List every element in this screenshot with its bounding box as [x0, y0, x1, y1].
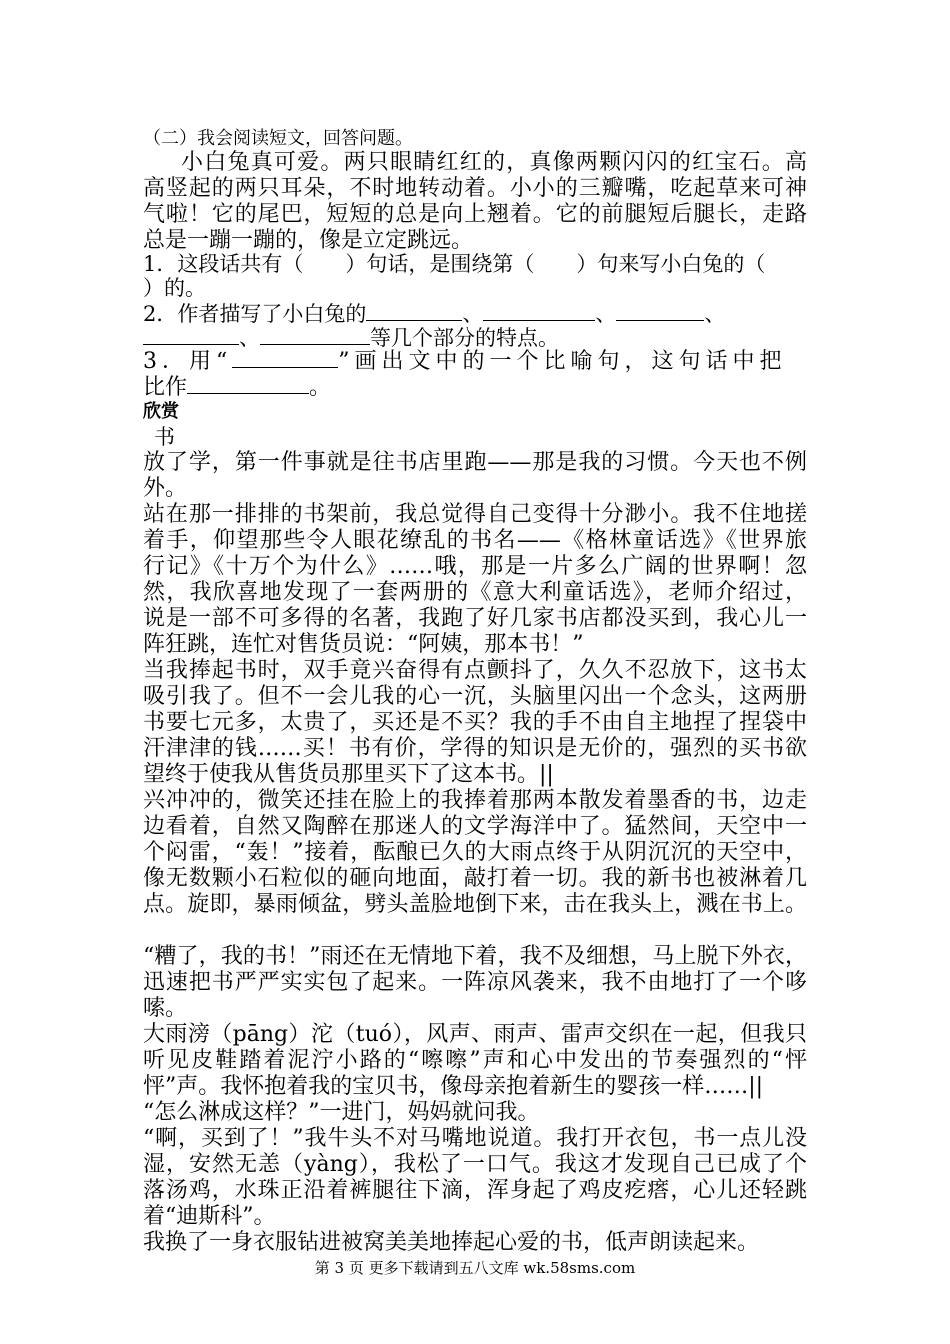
- story-line: 听见皮鞋踏着泥泞小路的“嚓嚓”声和心中发出的节奏强烈的“怦: [143, 1048, 807, 1073]
- story-line: 嗦。: [143, 996, 188, 1021]
- answer-blank[interactable]: [260, 326, 370, 345]
- story-line: 书要七元多，太贵了，买还是不买？我的手不由自主地捏了捏袋中: [143, 710, 807, 735]
- story-line: 大雨滂（pāng）沱（tuó），风声、雨声、雷声交织在一起，但我只: [143, 1022, 807, 1047]
- story-line: 湿，安然无恙（yàng），我松了一口气。我这才发现自己已成了个: [143, 1152, 807, 1177]
- question-3-line-2: [143, 375, 331, 401]
- question-2-line-1: [143, 301, 725, 327]
- question-2-suffix: 等几个部分的特点。: [370, 326, 559, 350]
- answer-blank[interactable]: [483, 302, 595, 321]
- passage-line: 小白兔真可爱。两只眼睛红红的，真像两颗闪闪的红宝石。高: [181, 150, 807, 175]
- story-line: “糟了，我的书！”雨还在无情地下着，我不及细想，马上脱下外衣，: [143, 944, 807, 969]
- answer-blank[interactable]: [143, 326, 239, 345]
- page-footer: 第 3 页 更多下载请到五八文库 wk.58sms.com: [314, 1259, 636, 1277]
- passage-line: 气啦！它的尾巴，短短的总是向上翘着。它的前腿短后腿长，走路: [143, 202, 807, 227]
- story-title: 书: [154, 425, 175, 449]
- story-line: 落汤鸡，水珠正沿着裤腿往下滴，浑身起了鸡皮疙瘩，心儿还轻跳: [143, 1178, 807, 1203]
- story-line: 着“迪斯科”。: [143, 1204, 276, 1229]
- story-line: 站在那一排排的书架前，我总觉得自己变得十分渺小。我不住地搓: [143, 502, 807, 527]
- question-1-line-2: ）的。: [143, 276, 206, 300]
- passage-line: 高竖起的两只耳朵，不时地转动着。小小的三瓣嘴，吃起草来可神: [143, 176, 807, 201]
- answer-blank[interactable]: [187, 375, 309, 394]
- question-3-text-b: ”画出文中的一个比喻句，这句话中把: [338, 349, 787, 374]
- passage-line: 总是一蹦一蹦的，像是立定跳远。: [143, 228, 474, 253]
- heading-appreciate: 欣赏: [143, 401, 179, 422]
- story-line: 阵狂跳，连忙对售货员说：“阿姨，那本书！”: [143, 632, 584, 657]
- story-line: 汗津津的钱……买！书有价，学得的知识是无价的，强烈的买书欲: [143, 736, 807, 761]
- story-line: 然，我欣喜地发现了一套两册的《意大利童话选》，老师介绍过，: [143, 580, 807, 605]
- answer-blank[interactable]: [616, 302, 704, 321]
- story-line: “啊，买到了！”我牛头不对马嘴地说道。我打开衣包，书一点儿没: [143, 1126, 807, 1151]
- story-line: 边看着，自然又陶醉在那迷人的文学海洋中了。猛然间，天空中一: [143, 814, 807, 839]
- question-1-line-1: 1．这段话共有（ ）句话，是围绕第（ ）句来写小白兔的（: [143, 252, 766, 276]
- question-3-text-d: 。: [309, 375, 332, 400]
- story-line: 像无数颗小石粒似的砸向地面，敲打着一切。我的新书也被淋着几: [143, 866, 807, 891]
- question-2-text: 2．作者描写了小白兔的: [143, 302, 367, 326]
- story-line: 放了学，第一件事就是往书店里跑——那是我的习惯。今天也不例: [143, 450, 807, 475]
- separator: 、: [239, 326, 260, 350]
- story-line: 说是一部不可多得的名著，我跑了好几家书店都没买到，我心儿一: [143, 606, 807, 631]
- question-3-text-c: 比作: [143, 375, 188, 400]
- story-line: 外。: [143, 476, 188, 501]
- story-line: 迅速把书严严实实包了起来。一阵凉风袭来，我不由地打了一个哆: [143, 970, 807, 995]
- section-title: （二）我会阅读短文，回答问题。: [143, 128, 413, 149]
- question-3-text: 3．用“: [143, 349, 233, 374]
- story-line: 怦”声。我怀抱着我的宝贝书，像母亲抱着新生的婴孩一样……||: [143, 1074, 764, 1099]
- story-line: 我换了一身衣服钻进被窝美美地捧起心爱的书，低声朗读起来。: [143, 1230, 760, 1255]
- story-line: 望终于使我从售货员那里买下了这本书。||: [143, 762, 554, 787]
- question-2-line-2: [143, 325, 559, 351]
- story-line: 兴冲冲的，微笑还挂在脸上的我捧着那两本散发着墨香的书，边走: [143, 788, 807, 813]
- answer-blank[interactable]: [366, 302, 462, 321]
- story-line: 当我捧起书时，双手竟兴奋得有点颤抖了，久久不忍放下，这书太: [143, 658, 807, 683]
- separator: 、: [595, 302, 617, 326]
- story-line: 个闷雷，“轰！”接着，酝酿已久的大雨点终于从阴沉沉的天空中，: [143, 840, 807, 865]
- story-line: 点。旋即，暴雨倾盆，劈头盖脸地倒下来，击在我头上，溅在书上。: [143, 892, 807, 917]
- story-line: 着手，仰望那些令人眼花缭乱的书名——《格林童话选》《世界旅: [143, 528, 807, 553]
- separator: 、: [462, 302, 484, 326]
- story-line: “怎么淋成这样？”一进门，妈妈就问我。: [143, 1100, 540, 1125]
- story-line: 吸引我了。但不一会儿我的心一沉，头脑里闪出一个念头，这两册: [143, 684, 807, 709]
- answer-blank[interactable]: [232, 349, 338, 368]
- question-3-line-1: [143, 349, 787, 375]
- separator: 、: [704, 302, 726, 326]
- story-line: 行记》《十万个为什么》……哦，那是一片多么广阔的世界啊！忽: [143, 554, 807, 579]
